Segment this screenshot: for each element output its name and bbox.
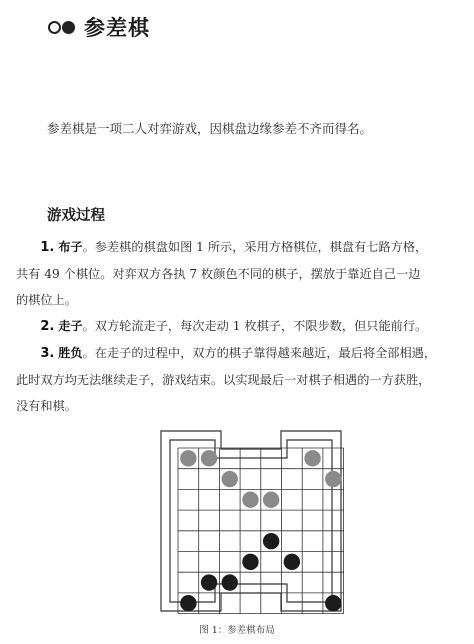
rule-1-continuation: 共有 49 个棋位。对弈双方各执 7 枚颜色不同的棋子，摆放于靠近自己一边 xyxy=(16,267,421,281)
black-piece xyxy=(180,595,196,611)
intro-text: 参差棋是一项二人对弈游戏，因棋盘边缘参差不齐而得名。 xyxy=(47,121,373,136)
black-piece xyxy=(242,554,258,570)
rules-body xyxy=(16,234,464,419)
game-board-figure xyxy=(158,428,348,618)
figure-caption: 图 1：参差棋布局 xyxy=(199,625,275,636)
black-piece xyxy=(201,574,217,590)
rule-2-number: 2. xyxy=(40,319,55,334)
rule-2-line xyxy=(16,313,464,340)
board-grid xyxy=(178,448,344,614)
gray-piece xyxy=(263,492,279,508)
black-piece xyxy=(325,595,341,611)
rule-3-term: 胜负 xyxy=(58,346,83,360)
gray-piece xyxy=(201,450,217,466)
gray-piece xyxy=(242,492,258,508)
rule-3-line xyxy=(16,340,464,367)
rule-1-term: 布子 xyxy=(58,240,83,254)
gray-piece xyxy=(180,450,196,466)
gray-piece xyxy=(222,471,238,487)
rule-2-term: 走子 xyxy=(58,319,83,333)
rule-1-continuation: 的棋位上。 xyxy=(16,293,77,307)
rule-3-text: 。在走子的过程中，双方的棋子靠得越来越近，最后将全部相遇， xyxy=(82,346,437,360)
rule-1-line xyxy=(16,234,464,261)
rule-2-text: 。双方轮流走子，每次走动 1 枚棋子，不限步数，但只能前行。 xyxy=(82,319,428,333)
page-title xyxy=(48,10,150,44)
black-piece xyxy=(222,574,238,590)
rule-3-number: 3. xyxy=(40,346,55,361)
gray-piece xyxy=(304,450,320,466)
black-piece xyxy=(284,554,300,570)
filled-circle-icon xyxy=(62,21,75,34)
black-piece xyxy=(263,533,279,549)
bleed-through-text xyxy=(8,58,78,128)
open-circle-icon xyxy=(48,21,61,34)
rule-3-continuation: 此时双方均无法继续走子，游戏结束。以实现最后一对棋子相遇的一方获胜， xyxy=(16,373,431,387)
rule-1-text: 。参差棋的棋盘如图 1 所示，采用方格棋位，棋盘有七路方格， xyxy=(82,240,428,254)
section-heading: 游戏过程 xyxy=(47,208,105,224)
rule-1-number: 1. xyxy=(40,240,55,255)
rule-3-continuation: 没有和棋。 xyxy=(16,399,77,413)
gray-piece xyxy=(325,471,341,487)
title-text: 参差棋 xyxy=(84,16,150,40)
